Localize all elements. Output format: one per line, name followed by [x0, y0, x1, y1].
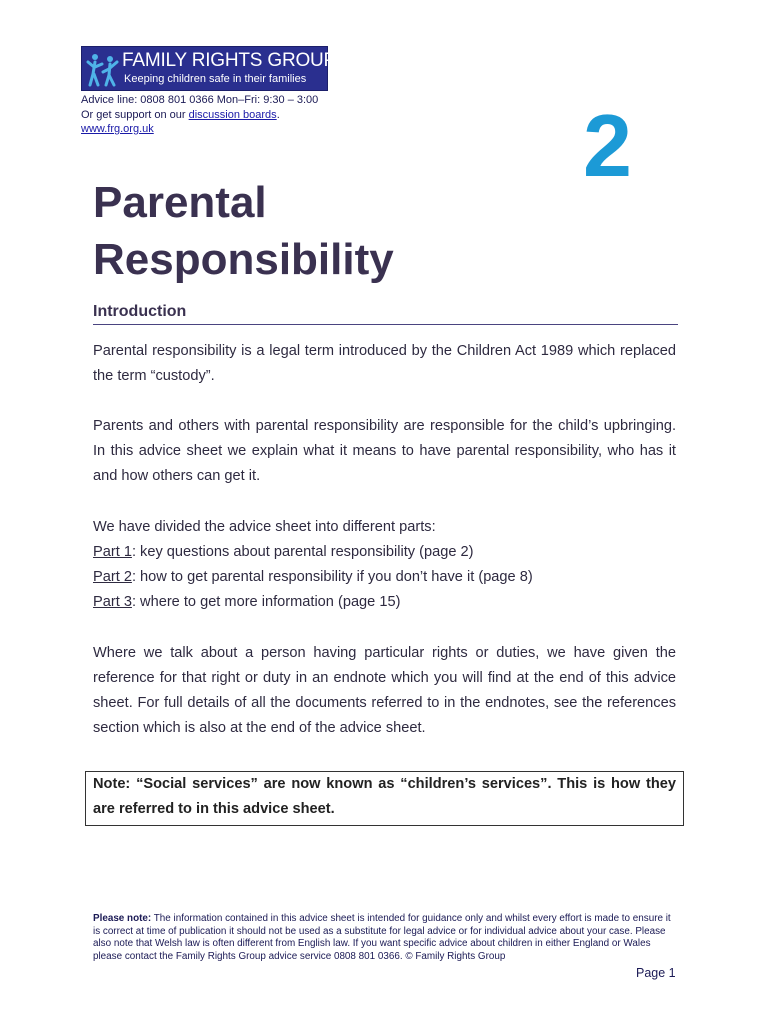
- family-figures-icon: [86, 50, 120, 89]
- support-line: [81, 108, 318, 123]
- list-item: [93, 565, 676, 590]
- title-line-1: Parental: [93, 178, 267, 227]
- frg-logo: [81, 46, 337, 91]
- part-text: : where to get more information (page 15): [131, 594, 401, 610]
- intro-paragraph-2: Parents and others with parental responsibility are responsible for the child’s upbringing. In this advice sheet we explain what it means to have parental responsibility, who has it and how others can get it.: [93, 418, 676, 484]
- logo-name: FAMILY RIGHTS GROUP: [122, 50, 337, 71]
- page-title: [93, 174, 394, 288]
- advice-line: Advice line: 0808 801 0366 Mon–Fri: 9:30 – 3:00: [81, 94, 319, 106]
- contact-info: [81, 93, 318, 137]
- disclaimer-text: The information contained in this advice sheet is intended for guidance only and whilst every effort is made to ensure it is correct at time of publication it should not be used as a substitute for legal advice or for individual advice about your case. Please also note that Welsh law is often different from English law. If you want specific advice about children in either England or Wales please contact the Family Rights Group advice service 0808 801 0366. © Family Rights Group: [93, 913, 671, 962]
- part-label: Part 3: [93, 594, 132, 610]
- note-box: Note: “Social services” are now known as “children’s services”. This is how they are referred to in this advice sheet.: [85, 771, 684, 826]
- part-text: : how to get parental responsibility if you don’t have it (page 8): [131, 569, 533, 585]
- list-item: [93, 540, 676, 565]
- disclaimer-label: Please note:: [93, 913, 152, 924]
- intro-paragraph-1: Parental responsibility is a legal term introduced by the Children Act 1989 which replaced the term “custody”.: [93, 343, 676, 384]
- website-link[interactable]: www.frg.org.uk: [81, 123, 154, 135]
- section-heading: Introduction: [93, 303, 678, 325]
- page-number: Page 1: [636, 966, 676, 980]
- parts-list: [93, 515, 676, 615]
- sheet-number: 2: [583, 96, 632, 195]
- list-item: [93, 590, 676, 615]
- discussion-boards-link[interactable]: discussion boards: [188, 108, 277, 121]
- title-line-2: Responsibility: [93, 235, 394, 284]
- disclaimer: [93, 913, 677, 963]
- support-suffix: .: [276, 108, 280, 121]
- parts-intro: We have divided the advice sheet into different parts:: [93, 519, 436, 535]
- intro-paragraph-4: Where we talk about a person having particular rights or duties, we have given the reference for that right or duty in an endnote which you will find at the end of this advice sheet. For full details of all the documents referred to in the endnotes, see the references section which is also at the end of the advice sheet.: [93, 645, 676, 736]
- support-prefix: Or get support on our: [81, 108, 189, 121]
- part-label: Part 2: [93, 569, 132, 585]
- logo-tagline: Keeping children safe in their families: [124, 73, 307, 85]
- part-label: Part 1: [93, 544, 132, 560]
- part-text: : key questions about parental responsibility (page 2): [131, 544, 474, 560]
